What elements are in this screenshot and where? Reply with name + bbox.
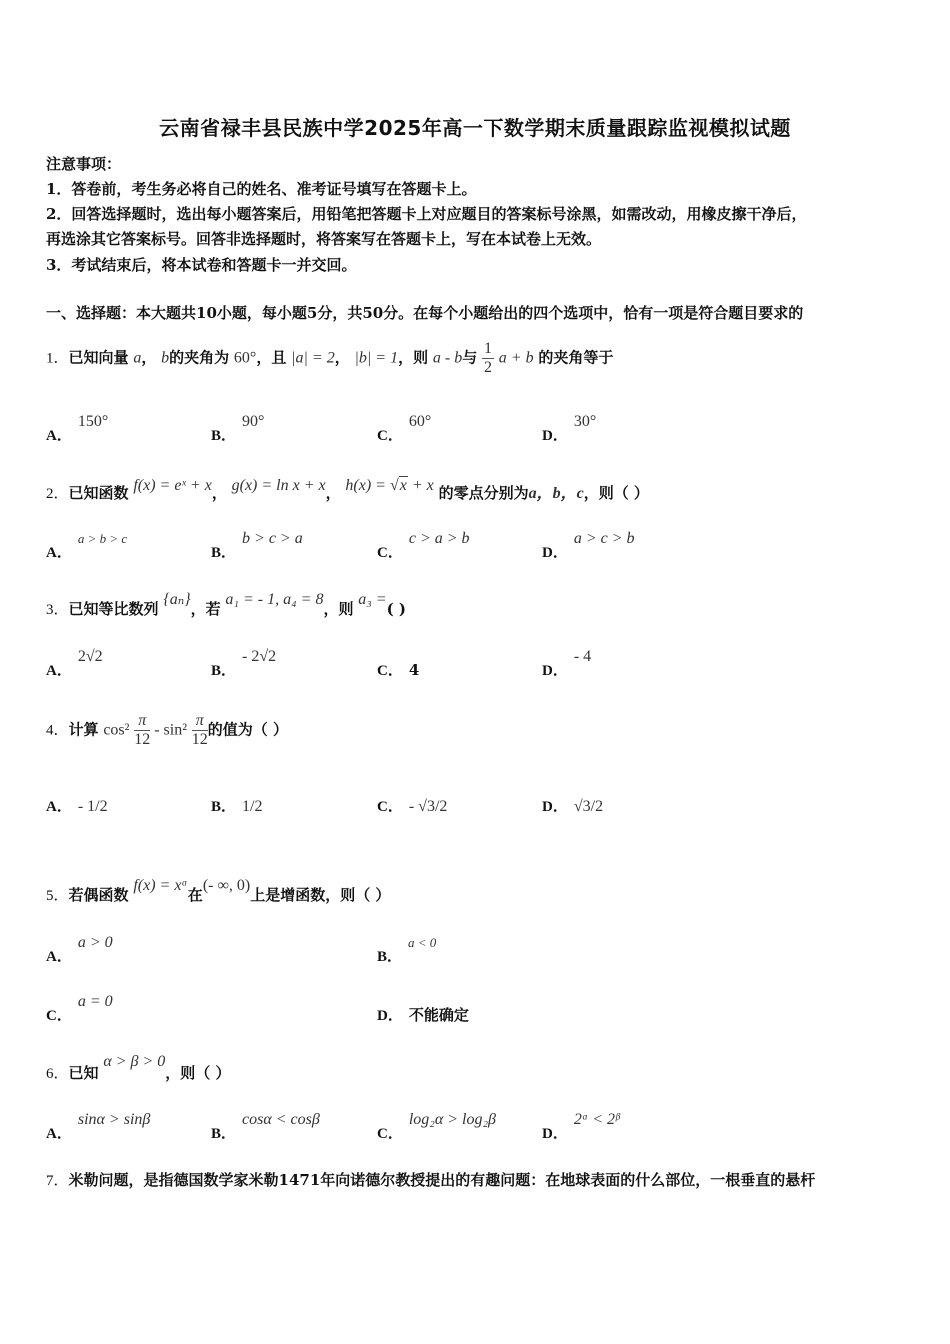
q2-text-3: ，则（ ） [583,484,649,502]
q1-text-2: 的夹角为 [169,348,230,367]
q5-text-2: 在 [187,886,203,904]
q1-option-c[interactable]: C．60° [377,413,432,444]
q4-sin: sin² [163,721,188,739]
q6-text-1: 已知 [68,1064,99,1082]
q1-text-3: ，且 [256,348,287,367]
q3-option-d[interactable]: D．- 4 [542,648,592,679]
q5-text-1: 若偶函数 [68,886,129,904]
q1-text-6: 的夹角等于 [538,348,614,367]
q3-sequence: {aₙ} [163,591,191,608]
page-title: 云南省禄丰县民族中学2025年高一下数学期末质量跟踪监视模拟试题 [159,116,791,140]
q7-text: 米勒问题，是指德国数学家米勒1471年向诺德尔教授提出的有趣问题：在地球表面的什么部位，一根垂直的悬杆 [68,1171,816,1189]
notes-item-3: 3．考试结束后，将本试卷和答题卡一并交回。 [46,256,357,274]
q2-zeros: a，b，c [528,485,584,502]
q1-option-a[interactable]: A．150° [46,413,109,444]
q1-option-b[interactable]: B．90° [211,413,265,444]
q5-interval: (- ∞, 0) [202,877,251,894]
q2-func-f: f(x) = eˣ + x [133,477,212,494]
q6-option-d[interactable]: D．2ᵅ < 2ᵝ [542,1111,620,1142]
question-2: 2．已知函数 f(x) = eˣ + x， g(x) = ln x + x， h(x) = √x + x 的零点分别为a，b，c，则（ ） [46,477,649,502]
q1-a-plus-b: a + b [498,349,534,367]
q1-half-fraction: $\frac{1}{2}$ [484,340,493,376]
notes-item-2: 2．回答选择题时，选出每小题答案后，用铅笔把答题卡上对应题目的答案标号涂黑，如需改动，用橡皮擦干净后， [46,205,807,223]
q1-a-minus-b: a - b [432,349,463,367]
q3-text-4: ( ) [386,600,407,618]
q3-option-b[interactable]: B．- 2√2 [211,648,277,679]
q1-number: 1． [46,350,69,367]
q1-option-d[interactable]: D．30° [542,413,597,444]
q2-func-g: g(x) = ln x + x [231,477,326,494]
q3-option-c[interactable]: C． 4 [377,661,420,679]
q1-abs-a: |a| = 2 [291,349,335,367]
notes-item-1: 1．答卷前，考生务必将自己的姓名、准考证号填写在答题卡上。 [46,180,477,198]
q5-option-b[interactable]: B．a < 0 [377,935,437,965]
question-7 [46,1169,815,1190]
q1-text-4: ，则 [398,348,429,367]
q6-option-c[interactable]: C．log₂α > log₂β [377,1111,497,1142]
q4-cos: cos² [103,721,130,739]
q2-number: 2． [46,486,69,502]
q4-number: 4． [46,722,69,739]
q5-option-a[interactable]: A．a > 0 [46,934,113,965]
q6-condition: α > β > 0 [103,1053,166,1070]
notes-heading: 注意事项： [46,155,122,173]
q1-abs-b: |b| = 1 [354,349,399,367]
q1-vec-b: b [161,349,170,367]
q4-text-2: 的值为（ ） [207,720,289,739]
q5-number: 5． [46,888,69,904]
q4-minus: - [150,721,164,739]
q2-option-d[interactable]: D．a > c > b [542,530,635,561]
question-1: 1．已知向量 a， b的夹角为 60°，且 |a| = 2， |b| = 1，则 a - b与 $\frac{1}{2}$ a + b 的夹角等于 [46,340,614,376]
q2-option-b[interactable]: B．b > c > a [211,530,303,561]
q4-option-a[interactable]: A． - 1/2 [46,798,108,815]
q3-text-1: 已知等比数列 [68,600,159,618]
question-5 [46,877,391,905]
q5-text-3: 上是增函数，则（ ） [250,886,391,904]
q3-a3: a₃ = [358,591,387,608]
q4-frac-1: $\frac{\pi}{12}$ [134,712,151,748]
q2-func-h: h(x) = √x + x [345,477,434,494]
q3-number: 3． [46,602,69,618]
question-3 [46,591,407,619]
q4-option-d[interactable]: D． √3/2 [542,798,604,815]
q5-option-d[interactable]: D． 不能确定 [377,1006,469,1024]
notes-item-2-cont: 再选涂其它答案标号。回答非选择题时，将答案写在答题卡上，写在本试卷上无效。 [46,230,602,248]
q3-condition: a₁ = - 1, a₄ = 8 [225,591,324,608]
q1-comma: ， [141,348,157,367]
q4-frac-2: $\frac{\pi}{12}$ [191,712,208,748]
q4-text-1: 计算 [68,720,99,739]
q6-option-b[interactable]: B．cosα < cosβ [211,1111,320,1142]
q5-func: f(x) = xᵅ [133,877,188,894]
section-heading: 一、选择题：本大题共10小题，每小题5分，共50分。在每个小题给出的四个选项中，恰有一项是符合题目要求的 [46,304,804,322]
q4-option-b[interactable]: B． 1/2 [211,798,263,815]
q7-number: 7． [46,1173,69,1189]
question-6 [46,1053,231,1083]
q2-option-c[interactable]: C．c > a > b [377,530,470,561]
q6-option-a[interactable]: A．sinα > sinβ [46,1111,151,1142]
q1-angle: 60° [233,349,257,367]
question-4 [46,712,288,749]
q2-text-2: 的零点分别为 [438,484,529,502]
q5-option-c[interactable]: C．a = 0 [46,993,113,1024]
q6-text-2: ，则（ ） [165,1064,231,1082]
q1-text-1: 已知向量 [68,348,129,367]
q3-text-3: ，则 [323,600,354,618]
q4-option-c[interactable]: C． - √3/2 [377,798,448,815]
q3-text-2: ，若 [190,600,221,618]
q2-text-1: 已知函数 [68,484,129,502]
q1-vec-a: a [133,349,142,367]
q1-text-5: 与 [462,348,478,367]
q6-number: 6． [46,1066,69,1082]
q2-option-a[interactable]: A．a > b > c [46,531,128,561]
q3-option-a[interactable]: A．2√2 [46,648,103,679]
